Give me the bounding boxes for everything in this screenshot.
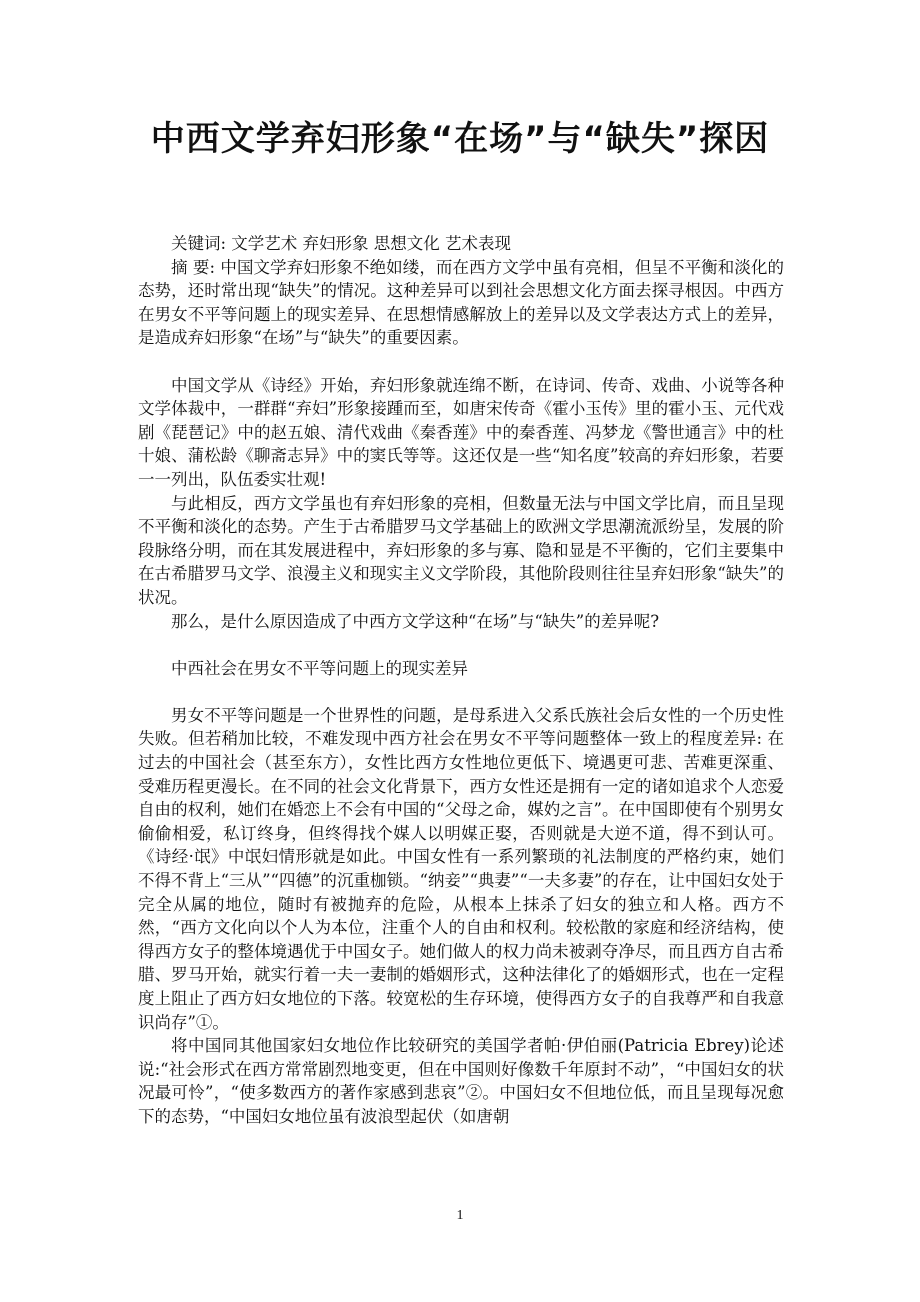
- body-paragraph: 与此相反，西方文学虽也有弃妇形象的亮相，但数量无法与中国文学比肩，而且呈现不平衡和淡化的态势。产生于古希腊罗马文学基础上的欧洲文学思潮流派纷呈，发展的阶段脉络分明，而在其发展进程中，弃妇形象的多与寡、隐和显是不平衡的，它们主要集中在古希腊罗马文学、浪漫主义和现实主义文学阶段，其他阶段则往往呈弃妇形象“缺失”的状况。: [138, 493, 784, 607]
- abstract-paragraph: 摘 要: 中国文学弃妇形象不绝如缕，而在西方文学中虽有亮相，但呈不平衡和淡化的态势，还时常出现“缺失”的情况。这种差异可以到社会思想文化方面去探寻根因。中西方在男女不平等问题上的现实差异、在思想情感解放上的差异以及文学表达方式上的差异，是造成弃妇形象“在场”与“缺失”的重要因素。: [138, 257, 784, 348]
- keywords-line: 关键词: 文学艺术 弃妇形象 思想文化 艺术表现: [171, 234, 512, 253]
- body-paragraph: 那么，是什么原因造成了中西方文学这种“在场”与“缺失”的差异呢?: [171, 611, 660, 631]
- section-heading: 中西社会在男女不平等问题上的现实差异: [171, 658, 468, 678]
- document-body: [138, 232, 784, 1129]
- blank-line: [138, 350, 784, 374]
- document-title: 中西文学弃妇形象“在场”与“缺失”探因: [150, 119, 770, 159]
- body-paragraph: 中国文学从《诗经》开始，弃妇形象就连绵不断，在诗词、传奇、戏曲、小说等各种文学体裁中，一群群“弃妇”形象接踵而至，如唐宋传奇《霍小玉传》里的霍小玉、元代戏剧《琵琶记》中的赵五娘、清代戏曲《秦香莲》中的秦香莲、冯梦龙《警世通言》中的杜十娘、蒲松龄《聊斋志异》中的窦氏等等。这还仅是一些“知名度”较高的弃妇形象，若要一一列出，队伍委实壮观!: [138, 375, 784, 489]
- page-number: 1: [456, 1208, 464, 1223]
- body-paragraph: 男女不平等问题是一个世界性的问题，是母系进入父系氏族社会后女性的一个历史性失败。但若稍加比较，不难发现中西方社会在男女不平等问题整体一致上的程度差异: 在过去的中国社会（甚至东方），女性比西方女性地位更低下、境遇更可悲、苦难更深重、受难历程更漫长。在不同的社会文化背景下，西方女性还是拥有一定的诸如追求个人恋爱自由的权利，她们在婚恋上不会有中国的“父母之命，媒妁之言”。在中国即使有个别男女偷偷相爱，私订终身，但终得找个媒人以明媒正娶，否则就是大逆不道，得不到认可。《诗经·氓》中氓妇情形就是如此。中国女性有一系列繁琐的礼法制度的严格约束，她们不得不背上“三从”“四德”的沉重枷锁。“纳妾”“典妻”“一夫多妻”的存在，让中国妇女处于完全从属的地位，随时有被抛弃的危险，从根本上抹杀了妇女的独立和人格。西方不然，“西方文化向以个人为本位，注重个人的自由和权利。较松散的家庭和经济结构，使得西方女子的整体境遇优于中国女子。她们做人的权力尚未被剥夺净尽，而且西方自古希腊、罗马开始，就实行着一夫一妻制的婚姻形式，这种法律化了的婚姻形式，也在一定程度上阻止了西方妇女地位的下落。较宽松的生存环境，使得西方女子的自我尊严和自我意识尚存”①。: [138, 705, 784, 1032]
- body-paragraph: 将中国同其他国家妇女地位作比较研究的美国学者帕·伊伯丽(Patricia Ebrey)论述说:“社会形式在西方常常剧烈地变更，但在中国则好像数千年原封不动”，“中国妇女的状况最可怜”，“使多数西方的著作家感到悲哀”②。中国妇女不但地位低，而且呈现每况愈下的态势，“中国妇女地位虽有波浪型起伏（如唐朝: [138, 1036, 784, 1126]
- blank-line: [138, 633, 784, 657]
- blank-line: [138, 680, 784, 704]
